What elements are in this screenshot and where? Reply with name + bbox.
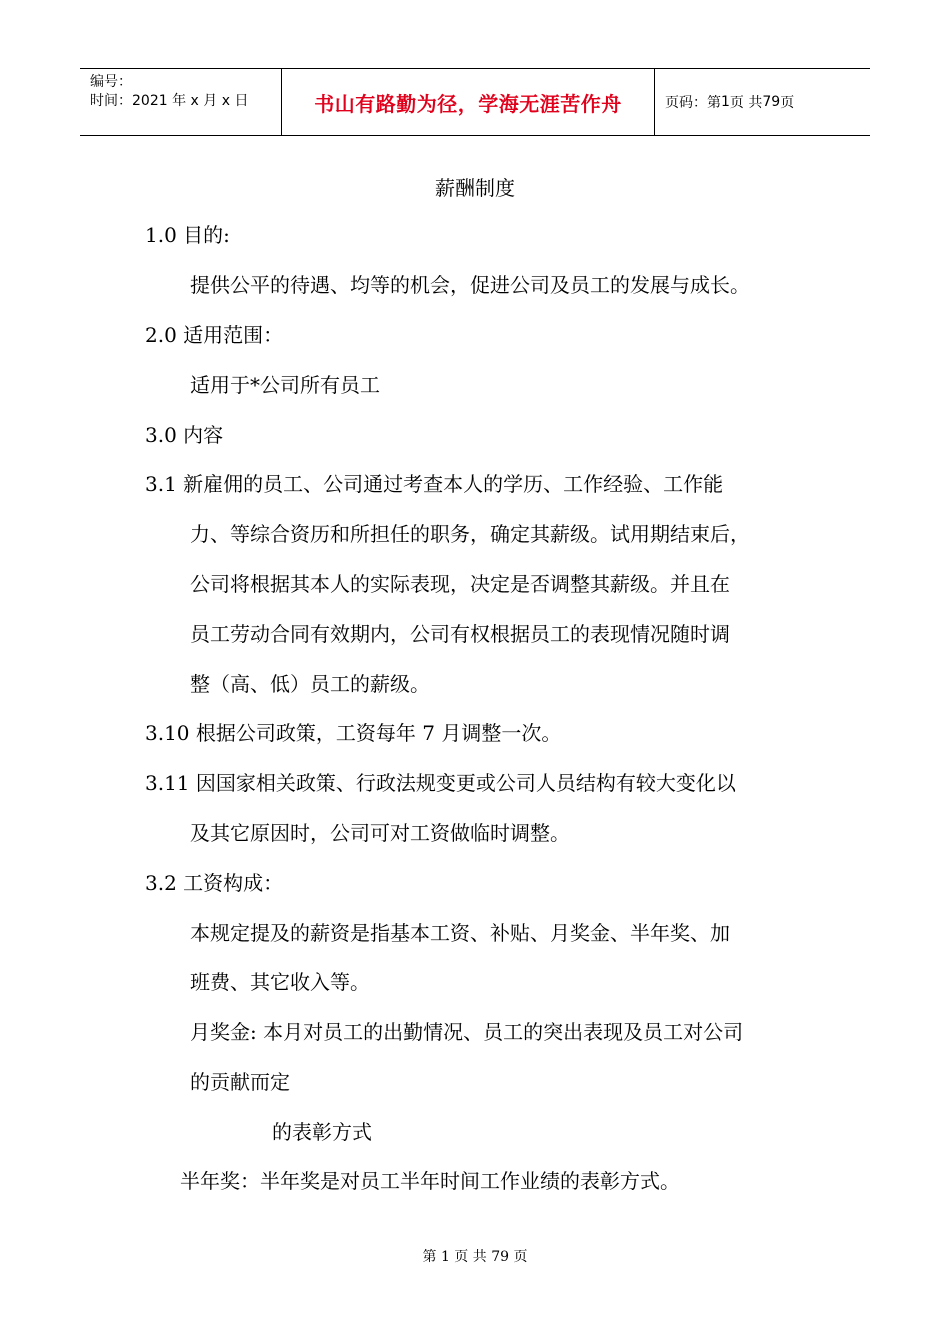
paragraph-line: 3.11 因国家相关政策、行政法规变更或公司人员结构有较大变化以	[145, 771, 736, 795]
page-footer: 第 1 页 共 79 页	[422, 1249, 528, 1265]
paragraph-line: 的贡献而定	[190, 1070, 290, 1094]
paragraph-line: 力、等综合资历和所担任的职务，确定其薪级。试用期结束后，	[190, 522, 750, 546]
paragraph-line: 员工劳动合同有效期内，公司有权根据员工的表现情况随时调	[190, 622, 730, 646]
paragraph-line: 月奖金: 本月对员工的出勤情况、员工的突出表现及员工对公司	[190, 1020, 744, 1044]
paragraph-line: 的表彰方式	[272, 1120, 372, 1144]
page-mid: 页 共	[729, 95, 763, 111]
paragraph-line: 适用于*公司所有员工	[190, 373, 380, 397]
paragraph-line: 班费、其它收入等。	[190, 970, 370, 994]
paragraph-line: 提供公平的待遇、均等的机会，促进公司及员工的发展与成长。	[190, 273, 750, 297]
paragraph-line: 半年奖：半年奖是对员工半年时间工作业绩的表彰方式。	[180, 1169, 680, 1193]
page-current: 1	[721, 94, 730, 110]
paragraph-line: 整（高、低）员工的薪级。	[190, 672, 430, 696]
page-suffix: 页	[780, 95, 795, 111]
section-heading-purpose: 1.0 目的:	[145, 223, 230, 247]
paragraph-line: 3.10 根据公司政策，工资每年 7 月调整一次。	[145, 721, 562, 745]
document-title: 薪酬制度	[435, 176, 515, 200]
section-heading-content: 3.0 内容	[145, 423, 224, 447]
section-heading-salary: 3.2 工资构成：	[145, 871, 284, 895]
header-meta-cell	[80, 69, 282, 135]
header-page-cell	[655, 69, 870, 135]
paragraph-line: 本规定提及的薪资是指基本工资、补贴、月奖金、半年奖、加	[190, 921, 730, 945]
paragraph-line: 及其它原因时，公司可对工资做临时调整。	[190, 821, 570, 845]
header-motto-cell	[282, 69, 655, 135]
paragraph-line: 3.1 新雇佣的员工、公司通过考查本人的学历、工作经验、工作能	[145, 472, 724, 496]
section-heading-scope: 2.0 适用范围：	[145, 323, 284, 347]
page-prefix: 页码：第	[665, 95, 721, 111]
document-time-label: 时间：2021 年 x 月 x 日	[90, 93, 249, 109]
paragraph-line: 公司将根据其本人的实际表现，决定是否调整其薪级。并且在	[190, 572, 730, 596]
header-motto: 书山有路勤为径，学海无涯苦作舟	[314, 91, 622, 116]
page-total: 79	[762, 94, 781, 110]
document-header	[80, 68, 870, 136]
document-number-label: 编号：	[90, 74, 132, 90]
